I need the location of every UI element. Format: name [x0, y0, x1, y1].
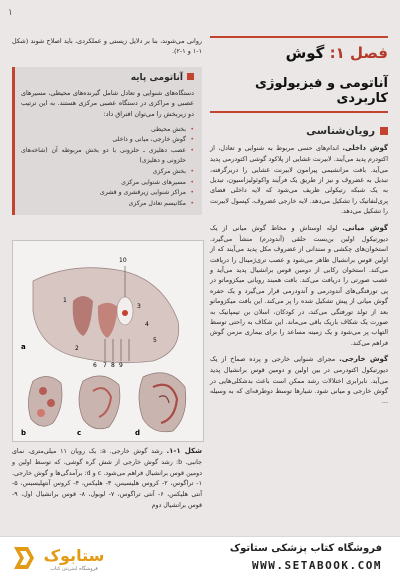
- figure-caption: [12, 446, 202, 511]
- anatomy-intro: دستگاه‌های شنوایی و تعادل شامل گیرنده‌های محیطی، مسیرهای عصبی و مراکزی در دستگاه عصبی مرکزی هستند. به این ترتیب دو زیربخش را می‌توان افتراق داد:: [21, 88, 194, 118]
- store-name: فروشگاه کتاب پزشکی ستاتوک: [229, 543, 382, 554]
- anatomy-box: [12, 67, 202, 215]
- figure-label-4: 4: [145, 321, 149, 328]
- logo-text: ستابوک: [43, 546, 105, 565]
- list-item: • مسیرهای شنوایی مرکزی: [21, 178, 194, 189]
- anatomy-title-label: آناتومی پایه: [130, 72, 183, 83]
- paragraph-lead: گوش خارجی.: [339, 355, 389, 364]
- figure-label-c: c: [77, 429, 82, 437]
- chapter-title: [210, 36, 388, 62]
- figure-label-8: 8: [111, 362, 115, 369]
- section-heading-embryology: [210, 125, 388, 137]
- ear-development-figure: [12, 240, 204, 442]
- left-column: [12, 36, 202, 215]
- figure-caption-lead: شکل ۱-۱.: [166, 447, 203, 455]
- paragraph-lead: گوش داخلی.: [342, 144, 388, 152]
- figure-label-6: 6: [93, 362, 97, 369]
- list-item: • مکانیسم تعادل مرکزی: [21, 199, 194, 210]
- figure-caption-text: [12, 446, 202, 511]
- anatomy-box-title: [21, 73, 194, 83]
- chapter-title-prefix: فصل ۱:: [329, 44, 388, 62]
- square-bullet-icon: [187, 73, 194, 80]
- figure-label-3: 3: [137, 303, 141, 310]
- figure-illustration: [13, 241, 203, 441]
- paragraph-external-ear: [210, 354, 388, 407]
- figure-label-a: a: [21, 343, 26, 351]
- list-item: • بخش محیطی: [21, 125, 194, 136]
- square-bullet-icon: [380, 127, 388, 135]
- paragraph-intro: روانی می‌شوند، بنا بر دلایل زیستی و عملکردی، باید اصلاح شوند (شکل ۱-۱ و ۱-۲).: [12, 37, 202, 56]
- setabook-logo[interactable]: [10, 541, 106, 575]
- figure-label-9: 9: [119, 362, 123, 369]
- list-item: • گوش خارجی، میانی و داخلی: [21, 135, 194, 146]
- logo-subtext: فروشگاه اینترنتی کتاب: [50, 566, 98, 572]
- figure-label-7: 7: [103, 362, 107, 369]
- page-number: ۱: [8, 8, 13, 18]
- paragraph-body: مجرای شنوایی خارجی و پرده صماخ از یک دیورتیکول اکتودرمی در بین اولین و دومین قوس برانشیال پدید می‌آید. نابرابری اختلالات رشد ممکن است باعث بدشکلی‌هایی در گوش خارجی و میانی شود. شیارها توسط دوطرفه‌ای که به وسیله ...: [210, 355, 388, 406]
- figure-label-d: d: [135, 429, 141, 437]
- list-item: • عصب دهلیزی ـ حلزونی با دو بخش مربوطه آن (شاخه‌های حلزونی و دهلیزی): [21, 146, 194, 167]
- figure-label-10: 10: [119, 257, 127, 264]
- chapter-title-rest: گوش: [285, 44, 330, 62]
- list-item: • بخش مرکزی: [21, 167, 194, 178]
- section-heading-label: رویان‌شناسی: [306, 125, 375, 137]
- list-item: • مراکز شنوایی زیرقشری و قشری: [21, 188, 194, 199]
- paragraph-middle-ear: [210, 223, 388, 348]
- paragraph-body: لوله اوستاش و مخاط گوش میانی از یک دیورتیکول اولین بن‌بست حلقی (آندودرم) منشأ می‌گیرد. استخوان‌های چکشی و سندانی از غضروف مکل پدید می‌آیند که از اولین قوس برانشیال ظاهر می‌شود و عصب تری‌ژمینال را دریافت می‌کند. استخوان رکابی از دومین قوس برانشیال پدید می‌آید و عصب صورتی را دریافت می‌کند. بافت همبند رویانی میکزوماتو در پی تورفتگی‌های آندودرمی و آندودرمی قرار می‌گیرد و یک حفره گوش میانی از پیش تشکیل شده را پر می‌کند. این بافت میکزوماتو بعد از تولد تورفتگی می‌کند، در کودکان، اسلان بن تیمپانیک به صورت یک شکاف باریک باقی می‌ماند. این شکاف به راحتی توسط التهاب پر می‌شود و یک زمینه مساعد را برای بیماری مزمن گوش فراهم می‌کند.: [210, 223, 388, 347]
- figure-label-b: b: [21, 429, 27, 437]
- paragraph-lead: گوش میانی.: [342, 223, 389, 232]
- figure-label-2: 2: [75, 345, 79, 352]
- store-footer: [0, 536, 400, 580]
- figure-label-5: 5: [153, 337, 157, 344]
- right-column: [210, 36, 388, 413]
- paragraph-inner-ear: [210, 143, 388, 217]
- anatomy-list: [21, 125, 194, 209]
- figure-caption-body: رشد گوش خارجی. a: یک رویان ۱۱ میلی‌متری، نمای جانبی. b: رشد گوش خارجی از شش گره گوشی، که توسط اولین و دومین قوس برانشیال فراهم می‌شود. c و d: برآمدگی‌ها و گوش خارجی. ۱- تراگوس، ۲- کروس هلیسیس، ۳- هلیکس، ۴- کروس آنتهلیسیس، ۵- آنتی هلیکس، ۶- آنتی تراگوس، ۷- لوبول، ۸- قوس برانشیال اول، ۹- قوس برانشیال دوم: [12, 448, 203, 509]
- store-url-link[interactable]: WWW.SETABOOK.COM: [252, 559, 382, 572]
- chapter-subtitle: آناتومی و فیزیولوژی کاربردی: [210, 76, 388, 113]
- paragraph-body: اندام‌های حسی مربوط به شنوایی و تعادل، از اکتودرم پدید می‌آیند. لابیرنت غشایی از پلاکود گوشی اکتودرمی پدید می‌آید. بافت مزانشیمی پیرامون لابیرنت غشایی را دربرگرفته، تبدیل به غضروف و نیز از طریق یک فرآیند واکوئولیزاسیون، تبدیل به یک شبکه رتیکولی ظریف می‌شود که لایه داخلی فضای پری‌لنفاتیک را تشکیل می‌دهد. لایه خارجی غضروف، کپسول لابیرنت را تشکیل می‌دهد.: [210, 144, 388, 216]
- figure-label-1: 1: [63, 297, 67, 304]
